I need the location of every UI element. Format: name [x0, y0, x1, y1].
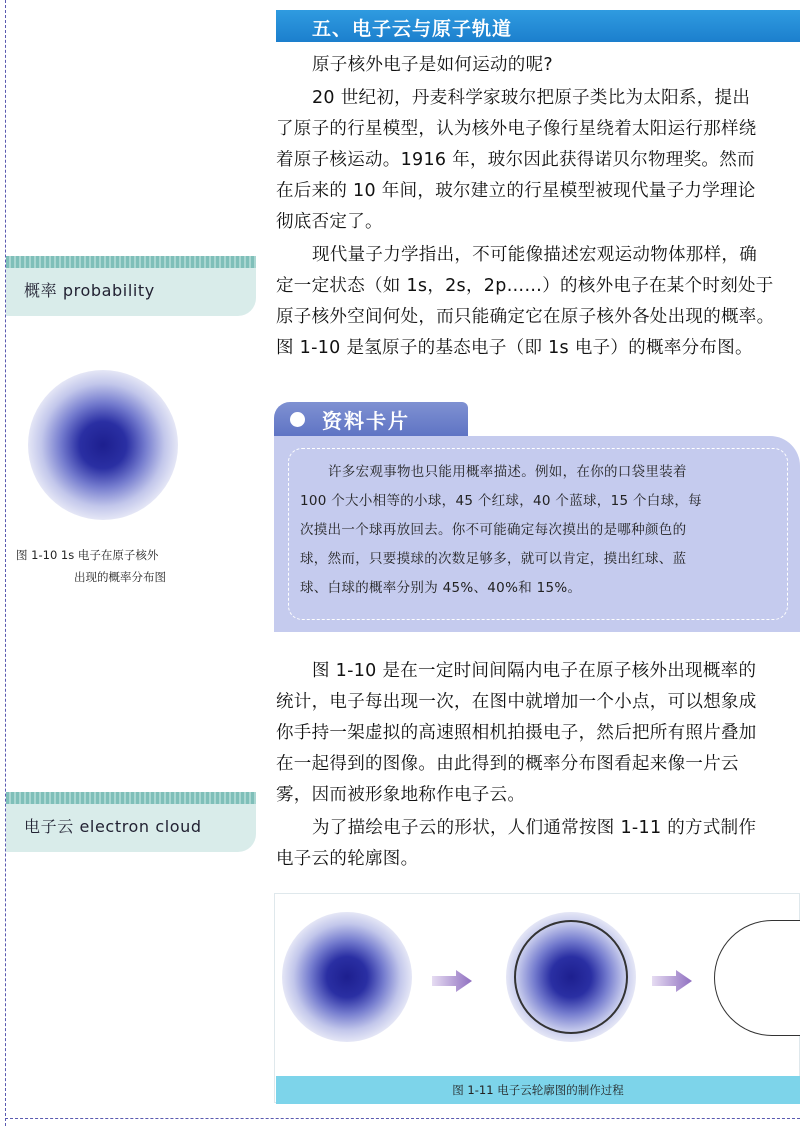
term-probability: 概率 probability [24, 281, 155, 300]
section-header [276, 10, 800, 42]
arrow-right-icon [652, 970, 692, 992]
electron-cloud-step-1 [282, 912, 412, 1042]
paragraph-2-line-2: 了原子的行星模型，认为核外电子像行星绕着太阳运行那样绕 [276, 119, 757, 139]
figure-1-10-caption [16, 544, 256, 588]
bullet-dot-icon [290, 412, 305, 427]
paragraph-5 [276, 813, 796, 875]
info-card-text [300, 458, 788, 603]
paragraph-4-line-5: 雾，因而被形象地称作电子云。 [276, 785, 526, 805]
figure-1-10-caption-line-2: 出现的概率分布图 [74, 570, 166, 584]
paragraph-3-line-4: 图 1-10 是氢原子的基态电子（即 1s 电子）的概率分布图。 [276, 338, 753, 358]
paragraph-2-line-5: 彻底否定了。 [276, 212, 383, 232]
paragraph-5-line-1: 为了描绘电子云的形状，人们通常按图 1-11 的方式制作 [312, 818, 757, 838]
figure-1-11-caption: 图 1-11 电子云轮廓图的制作过程 [276, 1076, 800, 1104]
section-title: 五、电子云与原子轨道 [312, 18, 513, 40]
info-card-tab [274, 402, 468, 436]
paragraph-1-line-1: 原子核外电子是如何运动的呢? [312, 55, 553, 75]
paragraph-4-line-2: 统计，电子每出现一次，在图中就增加一个小点，可以想象成 [276, 692, 757, 712]
figure-1-10-caption-line-1: 图 1-10 1s 电子在原子核外 [16, 548, 159, 562]
term-box-electron-cloud [6, 792, 256, 852]
paragraph-3-line-2: 定一定状态（如 1s，2s，2p……）的核外电子在某个时刻处于 [276, 276, 774, 296]
paragraph-4-line-3: 你手持一架虚拟的高速照相机拍摄电子，然后把所有照片叠加 [276, 723, 757, 743]
paragraph-4-line-1: 图 1-10 是在一定时间间隔内电子在原子核外出现概率的 [312, 661, 757, 681]
info-card-line-3: 次摸出一个球再放回去。你不可能确定每次摸出的是哪种颜色的 [300, 522, 687, 538]
electron-cloud-figure-1-10 [28, 370, 178, 520]
contour-circle-on-cloud [514, 920, 628, 1034]
info-card-line-5: 球、白球的概率分别为 45%、40%和 15%。 [300, 580, 582, 596]
info-card-line-2: 100 个大小相等的小球，45 个红球，40 个蓝球，15 个白球，每 [300, 493, 702, 509]
paragraph-2-line-3: 着原子核运动。1916 年，玻尔因此获得诺贝尔物理奖。然而 [276, 150, 755, 170]
paragraph-2-line-1: 20 世纪初，丹麦科学家玻尔把原子类比为太阳系，提出 [312, 88, 751, 108]
arrow-right-icon [432, 970, 472, 992]
term-box-stripe [6, 256, 256, 268]
paragraph-1 [276, 50, 796, 81]
info-card-title: 资料卡片 [322, 409, 410, 433]
paragraph-4-line-4: 在一起得到的图像。由此得到的概率分布图看起来像一片云 [276, 754, 739, 774]
term-electron-cloud: 电子云 electron cloud [24, 817, 202, 836]
info-card-line-1: 许多宏观事物也只能用概率描述。例如，在你的口袋里装着 [328, 464, 687, 480]
paragraph-3 [276, 240, 796, 364]
page-border-bottom [5, 1118, 800, 1119]
page-border-left [5, 0, 6, 1126]
paragraph-5-line-2: 电子云的轮廓图。 [276, 849, 419, 869]
paragraph-2 [276, 83, 796, 238]
term-box-probability [6, 256, 256, 316]
paragraph-3-line-1: 现代量子力学指出，不可能像描述宏观运动物体那样，确 [312, 245, 757, 265]
info-card-line-4: 球，然而，只要摸球的次数足够多，就可以肯定，摸出红球、蓝 [300, 551, 687, 567]
term-box-stripe [6, 792, 256, 804]
paragraph-2-line-4: 在后来的 10 年间，玻尔建立的行星模型被现代量子力学理论 [276, 181, 756, 201]
paragraph-3-line-3: 原子核外空间何处，而只能确定它在原子核外各处出现的概率。 [276, 307, 775, 327]
paragraph-4 [276, 656, 796, 811]
